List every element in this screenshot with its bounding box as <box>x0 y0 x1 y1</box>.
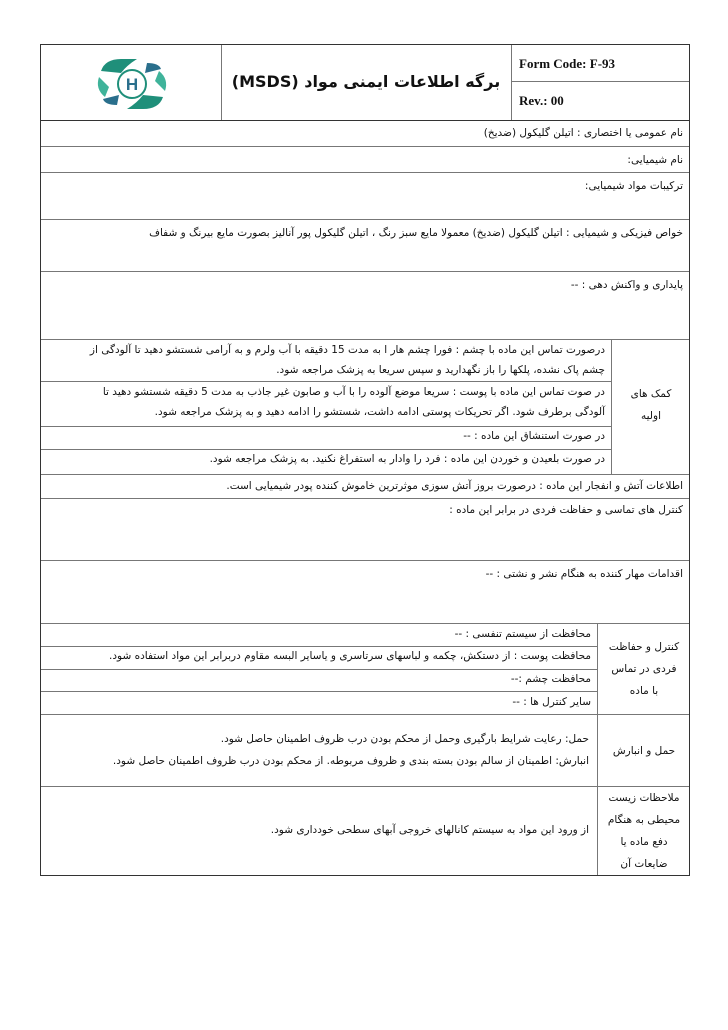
form-title: برگه اطلاعات ایمنی مواد (MSDS) <box>231 72 501 91</box>
spill-text: اقدامات مهار کننده به هنگام نشر و نشتی : -- <box>485 568 683 580</box>
first-aid-inhalation: در صورت استنشاق این ماده : -- <box>463 430 605 442</box>
exposure-text: کنترل های تماسی و حفاظت فردی در برابر این ماده : <box>449 504 683 516</box>
first-aid-eye-line1: درصورت تماس این ماده با چشم : فورا چشم هار ا به مدت 15 دقیقه با آب ولرم و به آرامی شستشو دهید تا آلودگی از <box>89 344 605 356</box>
row-environment <box>41 787 689 875</box>
protection-eye: محافظت چشم :-- <box>510 673 591 685</box>
first-aid-skin-line1: در صوت تماس این ماده با پوست : سریعا موضع آلوده را با آب و صابون غیر جاذب به مدت 5 دقیقه شستشو دهید تا <box>102 386 605 398</box>
first-aid-skin-line2: آلودگی برطرف شود. اگر تحریکات پوستی ادامه داشت، شستشو را ادامه دهید و به پزشک مراجعه شود. <box>154 406 605 418</box>
row-spill <box>41 561 689 624</box>
personal-protection-label: کنترل و حفاظت فردی در تماس با ماده <box>608 641 680 697</box>
row-stability <box>41 272 689 340</box>
logo-letter: H <box>125 75 139 94</box>
stability-text: پایداری و واکنش دهی : -- <box>570 279 683 291</box>
company-logo <box>91 53 173 115</box>
row-composition <box>41 173 689 220</box>
revision: Rev.: 00 <box>519 93 564 108</box>
row-first-aid <box>41 340 689 475</box>
properties-text: خواص فیزیکی و شیمیایی : اتیلن گلیکول (ضدیخ) معمولا مایع سبز رنگ ، اتیلن گلیکول پور آنالیز بصورت مایع بیرنگ و شفاف <box>149 227 683 239</box>
msds-form <box>40 44 690 876</box>
row-personal-protection <box>41 624 689 715</box>
protection-skin: محافظت پوست : از دستکش، چکمه و لباسهای سرتاسری و یاسایر البسه مقاوم دربرابر این مواد استفاده شود. <box>109 650 591 662</box>
handling-transport: حمل: رعایت شرایط بارگیری وحمل از محکم بودن درب ظروف اطمینان حاصل شود. <box>220 733 589 745</box>
row-fire <box>41 475 689 499</box>
form-header <box>41 45 689 121</box>
handling-storage: انبارش: اطمینان از سالم بودن بسته بندی و ظروف مربوطه. از محکم بودن درب ظروف اطمینان حاصل شود. <box>112 755 589 767</box>
row-handling <box>41 715 689 787</box>
first-aid-eye-line2: چشم پاک نشده، پلکها را باز نگهدارید و سپس سریعا به پزشک مراجعه شود. <box>276 364 605 376</box>
first-aid-ingestion: در صورت بلعیدن و خوردن این ماده : فرد را وادار به استفراغ نکنید. به پزشک مراجعه شود. <box>209 453 605 465</box>
protection-other: سایر کنترل ها : -- <box>512 696 591 708</box>
composition-text: ترکیبات مواد شیمیایی: <box>584 180 683 192</box>
row-general-name <box>41 121 689 147</box>
environment-label: ملاحظات زیست محیطی به هنگام دفع ماده یا ضایعات آن <box>607 792 681 870</box>
environment-text: از ورود این مواد به سیستم کانالهای خروجی آبهای سطحی خودداری شود. <box>270 824 589 836</box>
protection-respiratory: محافظت از سیستم تنفسی : -- <box>454 628 591 640</box>
row-chemical-name <box>41 147 689 173</box>
fire-text: اطلاعات آتش و انفجار این ماده : درصورت بروز آتش سوزی موثرترین خاموش کننده پودر شیمیایی است. <box>226 480 683 492</box>
handling-label: حمل و انبارش <box>612 745 676 757</box>
first-aid-label: کمک های اولیه <box>630 388 672 422</box>
row-properties <box>41 220 689 272</box>
form-code: Form Code: F-93 <box>519 56 616 71</box>
general-name-text: نام عمومی یا اختصاری : اتیلن گلیکول (ضدیخ) <box>483 127 683 139</box>
row-exposure <box>41 499 689 561</box>
chemical-name-text: نام شیمیایی: <box>627 154 683 166</box>
